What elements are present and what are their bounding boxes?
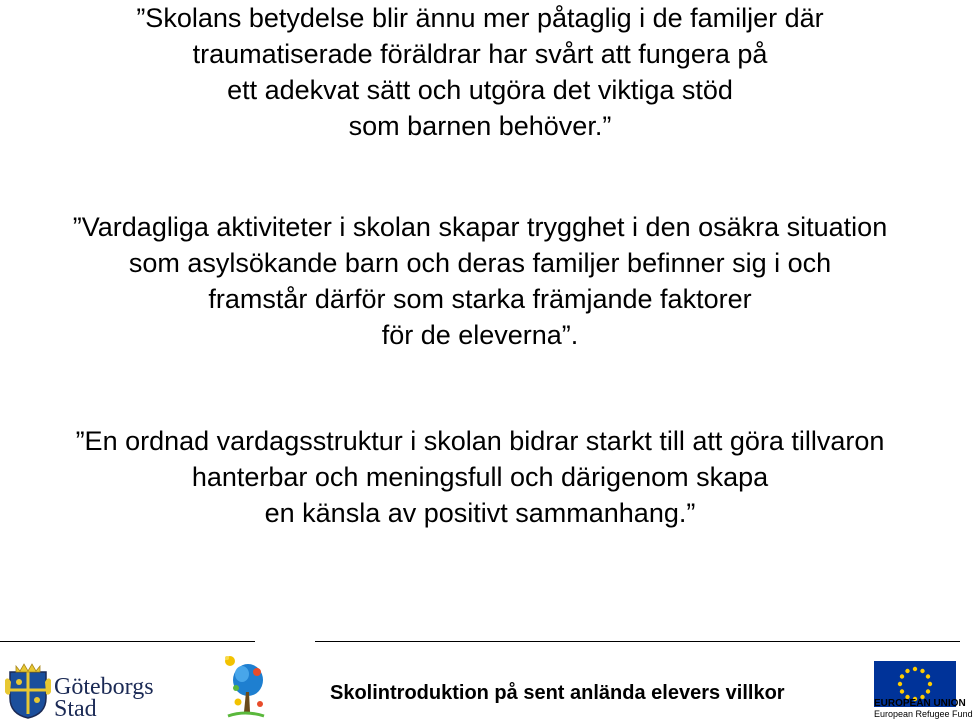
quote-line: som asylsökande barn och deras familjer befinner sig i och — [128, 248, 832, 278]
quote-line: framstår därför som starka främjande faktorer — [208, 284, 752, 314]
quote-line: ”Skolans betydelse blir ännu mer påtaglig i de familjer där — [136, 3, 824, 33]
goteborg-name-line1: Göteborgs — [54, 674, 154, 700]
quote-line: som barnen behöver.” — [348, 111, 612, 141]
quote-line: en känsla av positivt sammanhang.” — [264, 498, 696, 528]
quote-everyday-activities — [0, 209, 960, 353]
footer-divider — [0, 641, 960, 642]
quote-line: ”Vardagliga aktiviteter i skolan skapar trygghet i den osäkra situation — [72, 212, 888, 242]
footer-divider-gap — [255, 641, 315, 643]
goteborg-wordmark — [54, 676, 154, 720]
quote-school-importance — [0, 0, 960, 144]
quote-line: ett adekvat sätt och utgöra det viktiga stöd — [227, 75, 733, 105]
quote-line: hanterbar och meningsfull och därigenom skapa — [191, 462, 769, 492]
quote-daily-structure — [0, 423, 960, 531]
eu-fund: European Refugee Fund — [874, 709, 973, 719]
footer-title: Skolintroduktion på sent anlända elevers villkor — [330, 682, 785, 704]
quote-line: ”En ordnad vardagsstruktur i skolan bidrar starkt till att göra tillvaron — [75, 426, 885, 456]
eu-name: EUROPEAN UNION — [874, 698, 966, 709]
eu-caption — [874, 698, 973, 719]
goteborg-name-line2: Stad — [54, 696, 97, 722]
quote-line: för de eleverna”. — [381, 320, 579, 350]
quote-line: traumatiserade föräldrar har svårt att fungera på — [192, 39, 768, 69]
colorful-tree-logo-icon — [220, 652, 270, 720]
